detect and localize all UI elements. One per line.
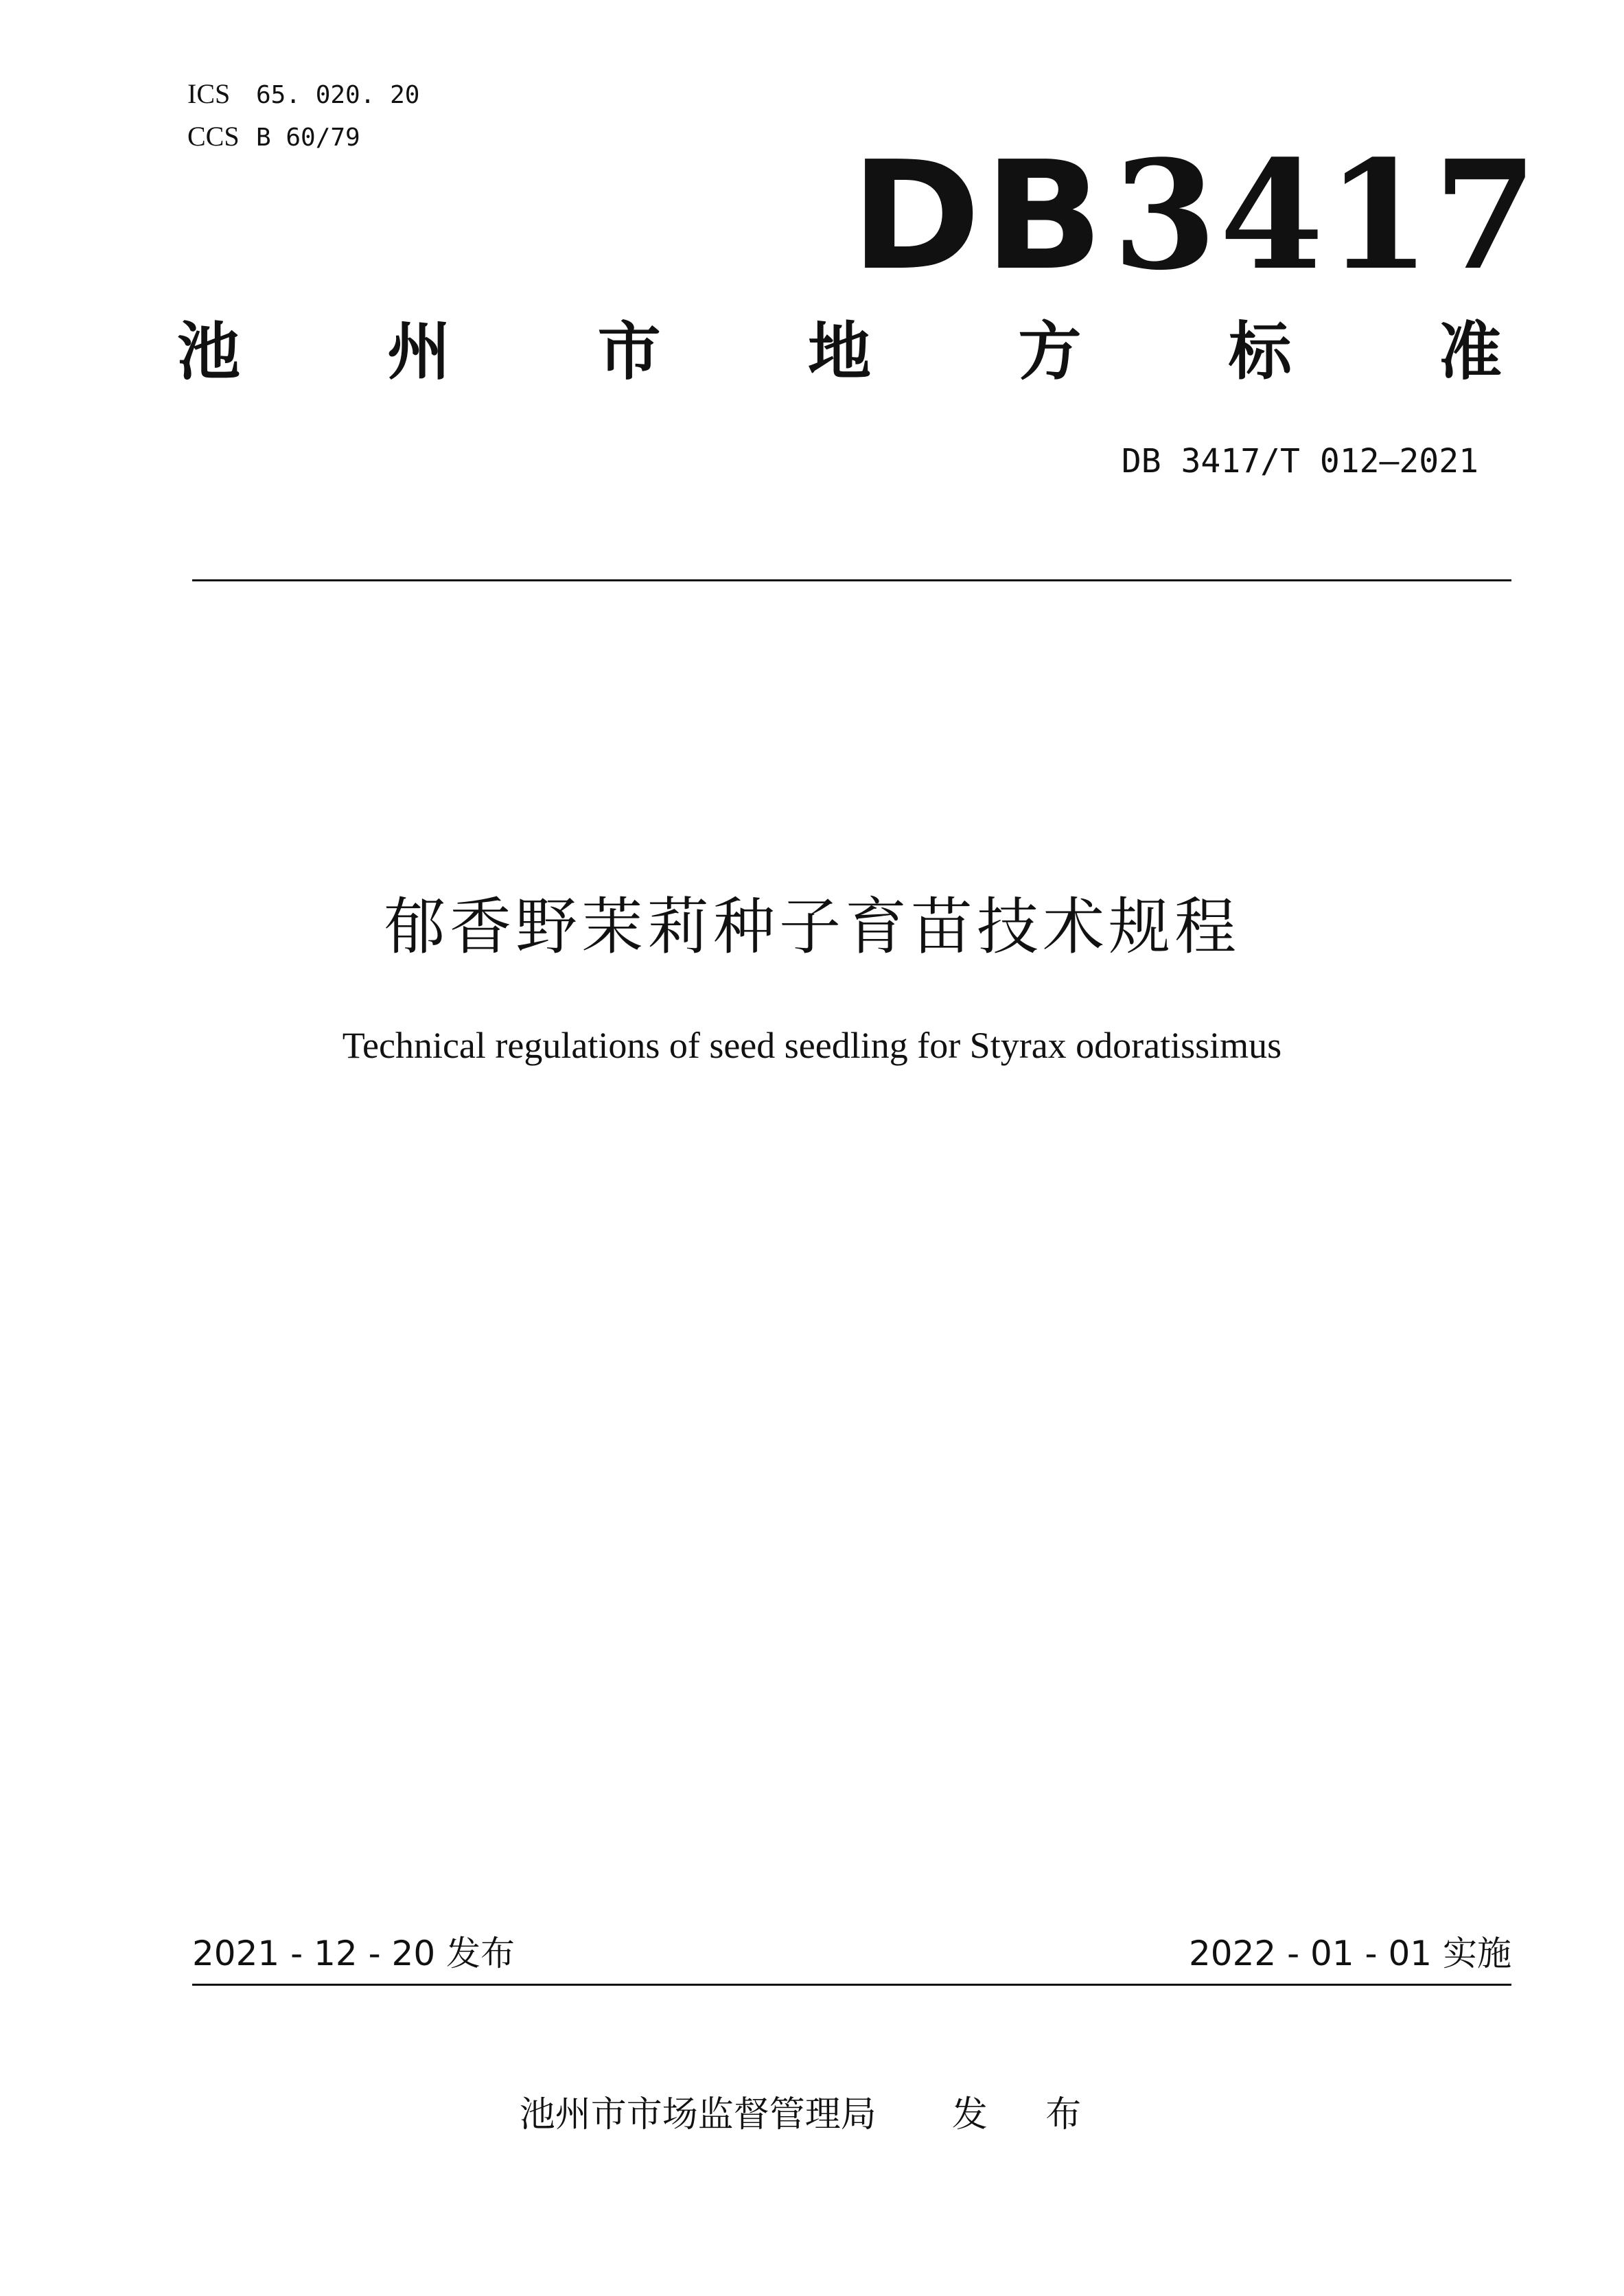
standard-type-heading — [177, 314, 1502, 390]
document-title-english: Technical regulations of seed seedling for Styrax odoratissimus — [342, 1025, 1282, 1066]
standard-type-char: 地 — [807, 315, 871, 389]
standard-code-logo — [850, 128, 1540, 303]
ics-label: ICS — [187, 78, 231, 109]
standard-type-char: 标 — [1228, 315, 1292, 389]
standard-type-char: 方 — [1018, 315, 1082, 389]
standard-number: DB 3417/T 012—2021 — [1121, 442, 1478, 480]
ccs-label: CCS — [187, 121, 240, 152]
standard-type-char: 州 — [387, 315, 451, 389]
issuer-name: 池州市市场监督管理局 — [519, 2094, 877, 2135]
code-prefix: DB — [850, 130, 1107, 303]
standard-type-char: 准 — [1438, 315, 1502, 389]
footer-divider — [192, 1984, 1511, 1986]
document-title-chinese: 郁香野茉莉种子育苗技术规程 — [384, 891, 1240, 963]
implementation-date: 2022 - 01 - 01 实施 — [1188, 1934, 1511, 1973]
ics-classification — [187, 77, 419, 113]
ccs-value: B 60/79 — [256, 124, 360, 152]
issue-date: 2021 - 12 - 20 发布 — [192, 1934, 515, 1973]
standard-type-char: 池 — [177, 315, 241, 389]
standard-type-char: 市 — [597, 315, 661, 389]
ccs-classification — [187, 119, 360, 155]
publish-label: 发 布 — [951, 2094, 1105, 2135]
header-divider — [192, 579, 1511, 581]
ics-value: 65. 020. 20 — [256, 81, 420, 109]
issuer-line — [0, 2091, 1624, 2139]
code-number: 3417 — [1113, 128, 1540, 303]
